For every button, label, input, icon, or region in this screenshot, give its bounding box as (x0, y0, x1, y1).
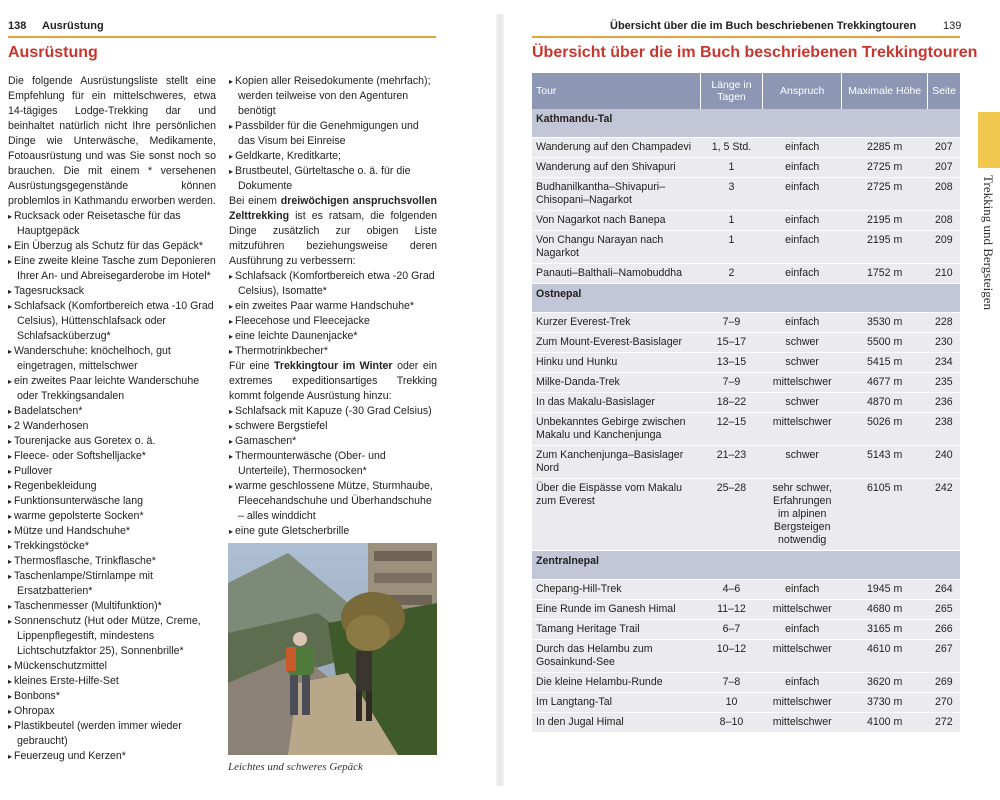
list-item: ▸ Thermotrinkbecher* (229, 344, 437, 359)
page-cell: 265 (928, 600, 960, 620)
height-cell: 3530 m (842, 313, 928, 333)
list-item: ▸ Plastikbeutel (werden immer wieder gebraucht) (8, 719, 216, 749)
list-item: ▸ Taschenlampe/Stirnlampe mit Ersatzbatterien* (8, 569, 216, 599)
page-cell: 235 (928, 373, 960, 393)
list-item: ▸ Mückenschutzmittel (8, 659, 216, 674)
table-row (532, 640, 960, 673)
table-row (532, 673, 960, 693)
length-cell: 13–15 (700, 353, 762, 373)
table-row (532, 446, 960, 479)
list-item: ▸ schwere Bergstiefel (229, 419, 437, 434)
list-item: ▸ warme gepolsterte Socken* (8, 509, 216, 524)
tour-cell: Budhanilkantha–Shivapuri–Chisopani–Nagarkot (532, 178, 700, 211)
length-cell: 12–15 (700, 413, 762, 446)
trekking-photo (228, 543, 437, 755)
list-item: ▸ Mütze und Handschuhe* (8, 524, 216, 539)
height-cell: 5143 m (842, 446, 928, 479)
page-cell: 230 (928, 333, 960, 353)
chapter-tab (978, 112, 1000, 168)
difficulty-cell: einfach (763, 158, 842, 178)
page-cell: 207 (928, 158, 960, 178)
table-row (532, 713, 960, 733)
table-row (532, 333, 960, 353)
tour-cell: Von Nagarkot nach Banepa (532, 211, 700, 231)
difficulty-cell: mittelschwer (763, 713, 842, 733)
page-cell: 210 (928, 264, 960, 284)
table-row (532, 313, 960, 333)
list-item: ▸ Tourenjacke aus Goretex o. ä. (8, 434, 216, 449)
page-cell: 238 (928, 413, 960, 446)
height-cell: 4680 m (842, 600, 928, 620)
tour-cell: Im Langtang-Tal (532, 693, 700, 713)
difficulty-cell: sehr schwer, Erfahrungen im alpinen Bergsteigen notwendig (763, 479, 842, 551)
list-item: ▸ eine gute Gletscherbrille (229, 524, 437, 539)
list-item: ▸ Brustbeutel, Gürteltasche o. ä. für die Dokumente (229, 164, 437, 194)
page-cell: 266 (928, 620, 960, 640)
height-cell: 1752 m (842, 264, 928, 284)
length-cell: 1 (700, 231, 762, 264)
page-cell: 272 (928, 713, 960, 733)
length-cell: 15–17 (700, 333, 762, 353)
list-item: ▸ Ohropax (8, 704, 216, 719)
length-cell: 3 (700, 178, 762, 211)
difficulty-cell: einfach (763, 178, 842, 211)
page-cell: 207 (928, 138, 960, 158)
left-header-rule (8, 36, 436, 38)
height-cell: 2195 m (842, 231, 928, 264)
table-row (532, 413, 960, 446)
difficulty-cell: einfach (763, 231, 842, 264)
tour-cell: Tamang Heritage Trail (532, 620, 700, 640)
height-cell: 4100 m (842, 713, 928, 733)
tour-cell: Von Changu Narayan nach Nagarkot (532, 231, 700, 264)
zelt-paragraph (229, 194, 437, 269)
list-item: ▸ Regenbekleidung (8, 479, 216, 494)
list-item: ▸ Trekkingstöcke* (8, 539, 216, 554)
length-cell: 7–8 (700, 673, 762, 693)
winter-list (229, 404, 437, 539)
left-page-number: 138 (8, 20, 27, 32)
left-running-head: Ausrüstung (42, 20, 104, 32)
difficulty-cell: schwer (763, 353, 842, 373)
table-row (532, 393, 960, 413)
tour-cell: Chepang-Hill-Trek (532, 580, 700, 600)
height-cell: 3165 m (842, 620, 928, 640)
table-row (532, 231, 960, 264)
tour-cell: Unbekanntes Gebirge zwischen Makalu und Kanchenjunga (532, 413, 700, 446)
right-page-number: 139 (943, 20, 962, 32)
table-row (532, 479, 960, 551)
page-cell: 228 (928, 313, 960, 333)
length-cell: 1 (700, 158, 762, 178)
list-item: ▸ Schlafsack (Komfortbereich etwa -20 Grad Celsius), Isomatte* (229, 269, 437, 299)
list-item: ▸ Passbilder für die Genehmigungen und das Visum bei Einreise (229, 119, 437, 149)
difficulty-cell: schwer (763, 393, 842, 413)
height-cell: 6105 m (842, 479, 928, 551)
region-row (532, 284, 960, 313)
region-label: Kathmandu-Tal (532, 109, 960, 138)
difficulty-cell: schwer (763, 333, 842, 353)
header-difficulty: Anspruch (763, 73, 842, 109)
length-cell: 10–12 (700, 640, 762, 673)
header-tour: Tour (532, 73, 700, 109)
list-item: ▸ Tagesrucksack (8, 284, 216, 299)
intro-paragraph: Die folgende Ausrüstungsliste stellt eine Empfehlung für ein mittelschweres, etwa 14-tägiges Lodge-Trekking dar und beinhaltet natürlich nicht Ihre persönlichen Dinge wie Unterwäsche, Medikamente, Fotoausrüstung und was Sie sonst noch so brauchen. Die mit einem * versehenen Ausrüstungsgegenstände können problemlos in Kathmandu erworben werden. (8, 75, 216, 207)
region-row (532, 551, 960, 580)
table-row (532, 373, 960, 393)
header-length: Länge in Tagen (700, 73, 762, 109)
page-cell: 208 (928, 211, 960, 231)
list-item: ▸ Fleecehose und Fleecejacke (229, 314, 437, 329)
height-cell: 2725 m (842, 178, 928, 211)
height-cell: 4610 m (842, 640, 928, 673)
zelt-intro-text: Bei einem (229, 195, 281, 207)
list-item: ▸ Funktionsunterwäsche lang (8, 494, 216, 509)
height-cell: 2285 m (842, 138, 928, 158)
list-item: ▸ eine leichte Daunenjacke* (229, 329, 437, 344)
region-label: Ostnepal (532, 284, 960, 313)
table-row (532, 264, 960, 284)
length-cell: 1, 5 Std. (700, 138, 762, 158)
height-cell: 4870 m (842, 393, 928, 413)
table-row (532, 211, 960, 231)
header-page: Seite (928, 73, 960, 109)
difficulty-cell: einfach (763, 138, 842, 158)
table-body (532, 109, 960, 733)
table-row (532, 620, 960, 640)
difficulty-cell: einfach (763, 620, 842, 640)
height-cell: 5500 m (842, 333, 928, 353)
list-item: ▸ Sonnenschutz (Hut oder Mütze, Creme, Lippenpflegestift, mindestens Lichtschutzfaktor 25), Sonnenbrille* (8, 614, 216, 659)
page-cell: 236 (928, 393, 960, 413)
height-cell: 4677 m (842, 373, 928, 393)
length-cell: 6–7 (700, 620, 762, 640)
page-cell: 270 (928, 693, 960, 713)
tour-cell: Hinku und Hunku (532, 353, 700, 373)
list-item: ▸ warme geschlossene Mütze, Sturmhaube, Fleecehandschuhe und Überhandschuhe – alles winddicht (229, 479, 437, 524)
tour-cell: Wanderung auf den Champadevi (532, 138, 700, 158)
zelt-intro-text-2: ist es ratsam, die folgenden Dinge zusätzlich zur obigen Liste mitzuführen beziehungsweise deren Ausführung zu verbessern: (229, 210, 437, 267)
header-max-height: Maximale Höhe (842, 73, 928, 109)
list-item: ▸ Schlafsack (Komfortbereich etwa -10 Grad Celsius), Hüttenschlafsack oder Schlafsacküberzug* (8, 299, 216, 344)
region-label: Zentralnepal (532, 551, 960, 580)
zelt-intro-bold: dreiwöchigen anspruchsvollen Zelttrekking (229, 195, 437, 222)
tour-cell: Durch das Helambu zum Gosainkund-See (532, 640, 700, 673)
length-cell: 7–9 (700, 313, 762, 333)
equipment-list (8, 209, 216, 764)
list-item: ▸ Thermosflasche, Trinkflasche* (8, 554, 216, 569)
list-item: ▸ Eine zweite kleine Tasche zum Deponieren Ihrer An- und Abreisegarderobe im Hotel* (8, 254, 216, 284)
tour-cell: Panauti–Balthali–Namobuddha (532, 264, 700, 284)
length-cell: 11–12 (700, 600, 762, 620)
difficulty-cell: einfach (763, 264, 842, 284)
page-cell: 240 (928, 446, 960, 479)
winter-intro-text: Für eine (229, 360, 275, 372)
list-item: ▸ Badelatschen* (8, 404, 216, 419)
photo-caption: Leichtes und schweres Gepäck (228, 761, 363, 773)
difficulty-cell: mittelschwer (763, 640, 842, 673)
right-header-rule (532, 36, 960, 38)
winter-paragraph (229, 359, 437, 404)
difficulty-cell: einfach (763, 211, 842, 231)
list-item: ▸ Thermounterwäsche (Ober- und Unterteile), Thermosocken* (229, 449, 437, 479)
list-item: ▸ Pullover (8, 464, 216, 479)
table-row (532, 158, 960, 178)
list-item: ▸ Fleece- oder Softshelljacke* (8, 449, 216, 464)
tour-cell: In das Makalu-Basislager (532, 393, 700, 413)
tour-cell: Über die Eispässe vom Makalu zum Everest (532, 479, 700, 551)
length-cell: 1 (700, 211, 762, 231)
table-row (532, 580, 960, 600)
page-cell: 234 (928, 353, 960, 373)
list-item: ▸ 2 Wanderhosen (8, 419, 216, 434)
page-cell: 208 (928, 178, 960, 211)
tour-cell: Eine Runde im Ganesh Himal (532, 600, 700, 620)
length-cell: 4–6 (700, 580, 762, 600)
list-item: ▸ Kopien aller Reisedokumente (mehrfach); werden teilweise von den Agenturen benötigt (229, 74, 437, 119)
difficulty-cell: mittelschwer (763, 413, 842, 446)
book-gutter (496, 14, 504, 786)
page-cell: 242 (928, 479, 960, 551)
height-cell: 2195 m (842, 211, 928, 231)
list-item: ▸ ein zweites Paar leichte Wanderschuhe oder Trekkingsandalen (8, 374, 216, 404)
list-item: ▸ Taschenmesser (Multifunktion)* (8, 599, 216, 614)
tour-cell: Zum Kanchenjunga–Basislager Nord (532, 446, 700, 479)
list-item: ▸ kleines Erste-Hilfe-Set (8, 674, 216, 689)
list-item: ▸ Bonbons* (8, 689, 216, 704)
chapter-side-label: Trekking und Bergsteigen (981, 175, 996, 311)
table-row (532, 178, 960, 211)
right-page-title: Übersicht über die im Buch beschriebenen Trekkingtouren (532, 44, 978, 61)
length-cell: 8–10 (700, 713, 762, 733)
left-column-2 (229, 74, 437, 539)
difficulty-cell: mittelschwer (763, 600, 842, 620)
height-cell: 5026 m (842, 413, 928, 446)
winter-intro-text-2: oder ein extremes expeditionsartiges Trekking kommt folgende Ausrüstung hinzu: (229, 360, 437, 402)
length-cell: 2 (700, 264, 762, 284)
height-cell: 3620 m (842, 673, 928, 693)
height-cell: 2725 m (842, 158, 928, 178)
difficulty-cell: einfach (763, 313, 842, 333)
tour-cell: Wanderung auf den Shivapuri (532, 158, 700, 178)
tour-cell: Zum Mount-Everest-Basislager (532, 333, 700, 353)
region-row (532, 109, 960, 138)
winter-intro-bold: Trekkingtour im Winter (274, 360, 393, 372)
left-column-1 (8, 74, 216, 764)
zelt-list (229, 269, 437, 359)
difficulty-cell: mittelschwer (763, 693, 842, 713)
tour-overview-table (532, 73, 960, 733)
page-cell: 209 (928, 231, 960, 264)
tour-cell: Milke-Danda-Trek (532, 373, 700, 393)
length-cell: 10 (700, 693, 762, 713)
length-cell: 25–28 (700, 479, 762, 551)
list-item: ▸ Wanderschuhe: knöchelhoch, gut eingetragen, mittelschwer (8, 344, 216, 374)
table-row (532, 693, 960, 713)
difficulty-cell: mittelschwer (763, 373, 842, 393)
list-item: ▸ Geldkarte, Kreditkarte; (229, 149, 437, 164)
page-cell: 267 (928, 640, 960, 673)
left-page-title: Ausrüstung (8, 44, 98, 61)
height-cell: 5415 m (842, 353, 928, 373)
tour-cell: Kurzer Everest-Trek (532, 313, 700, 333)
table-row (532, 353, 960, 373)
list-item: ▸ Ein Überzug als Schutz für das Gepäck* (8, 239, 216, 254)
length-cell: 18–22 (700, 393, 762, 413)
length-cell: 21–23 (700, 446, 762, 479)
table-header-row (532, 73, 960, 109)
list-item: ▸ Gamaschen* (229, 434, 437, 449)
tour-cell: In den Jugal Himal (532, 713, 700, 733)
height-cell: 3730 m (842, 693, 928, 713)
right-running-head: Übersicht über die im Buch beschriebenen Trekkingtouren (610, 20, 917, 32)
tour-cell: Die kleine Helambu-Runde (532, 673, 700, 693)
height-cell: 1945 m (842, 580, 928, 600)
table-row (532, 138, 960, 158)
list-item: ▸ ein zweites Paar warme Handschuhe* (229, 299, 437, 314)
page-cell: 264 (928, 580, 960, 600)
trekking-photo-illustration (228, 543, 437, 755)
documents-list (229, 74, 437, 194)
list-item: ▸ Schlafsack mit Kapuze (-30 Grad Celsius) (229, 404, 437, 419)
list-item: ▸ Feuerzeug und Kerzen* (8, 749, 216, 764)
difficulty-cell: einfach (763, 580, 842, 600)
page-cell: 269 (928, 673, 960, 693)
length-cell: 7–9 (700, 373, 762, 393)
difficulty-cell: schwer (763, 446, 842, 479)
list-item: ▸ Rucksack oder Reisetasche für das Hauptgepäck (8, 209, 216, 239)
table-row (532, 600, 960, 620)
difficulty-cell: einfach (763, 673, 842, 693)
